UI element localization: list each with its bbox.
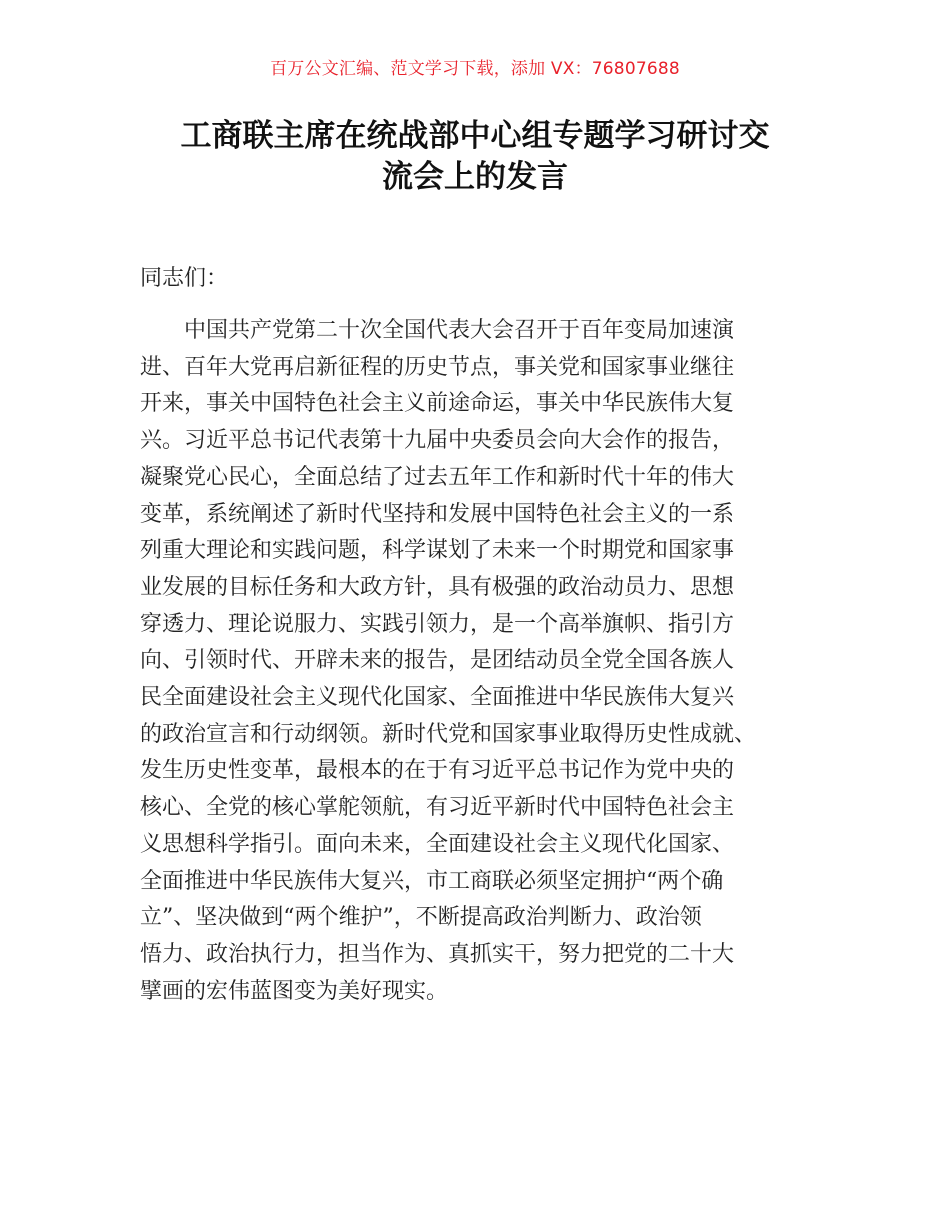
paragraph-line: 变革，系统阐述了新时代坚持和发展中国特色社会主义的一系 (140, 501, 735, 527)
body-paragraph (140, 313, 830, 1010)
paragraph-line: 擘画的宏伟蓝图变为美好现实。 (140, 978, 449, 1004)
title-line: 流会上的发言 (382, 159, 568, 195)
paragraph-line: 发生历史性变革，最根本的在于有习近平总书记作为党中央的 (140, 758, 735, 784)
watermark-banner: 百万公文汇编、范文学习下载，添加 VX：76807688 (270, 59, 680, 79)
paragraph-line: 悟力、政治执行力，担当作为、真抓实干，努力把党的二十大 (140, 941, 735, 967)
greeting: 同志们： (140, 266, 229, 291)
paragraph-line: 义思想科学指引。面向未来，全面建设社会主义现代化国家、 (140, 831, 735, 857)
paragraph-line: 全面推进中华民族伟大复兴，市工商联必须坚定拥护“两个确 (140, 868, 724, 894)
paragraph-line: 开来，事关中国特色社会主义前途命运，事关中华民族伟大复 (140, 391, 735, 417)
paragraph-line: 穿透力、理论说服力、实践引领力，是一个高举旗帜、指引方 (140, 611, 735, 637)
paragraph-line: 核心、全党的核心掌舵领航，有习近平新时代中国特色社会主 (140, 795, 735, 821)
paragraph-line: 列重大理论和实践问题，科学谋划了未来一个时期党和国家事 (140, 538, 735, 564)
paragraph-line: 立”、坚决做到“两个维护”，不断提高政治判断力、政治领 (140, 905, 702, 931)
paragraph-line: 民全面建设社会主义现代化国家、全面推进中华民族伟大复兴 (140, 685, 735, 711)
paragraph-line: 的政治宣言和行动纲领。新时代党和国家事业取得历史性成就、 (140, 721, 757, 747)
paragraph-line: 业发展的目标任务和大政方针，具有极强的政治动员力、思想 (140, 574, 735, 600)
paragraph-line: 进、百年大党再启新征程的历史节点，事关党和国家事业继往 (140, 354, 735, 380)
paragraph-line: 向、引领时代、开辟未来的报告，是团结动员全党全国各族人 (140, 648, 735, 674)
paragraph-line: 兴。习近平总书记代表第十九届中央委员会向大会作的报告， (140, 428, 735, 454)
paragraph-line: 中国共产党第二十次全国代表大会召开于百年变局加速演 (140, 318, 735, 343)
title-line: 工商联主席在统战部中心组专题学习研讨交 (180, 118, 770, 154)
document-title (120, 116, 830, 198)
paragraph-line: 凝聚党心民心，全面总结了过去五年工作和新时代十年的伟大 (140, 464, 735, 490)
